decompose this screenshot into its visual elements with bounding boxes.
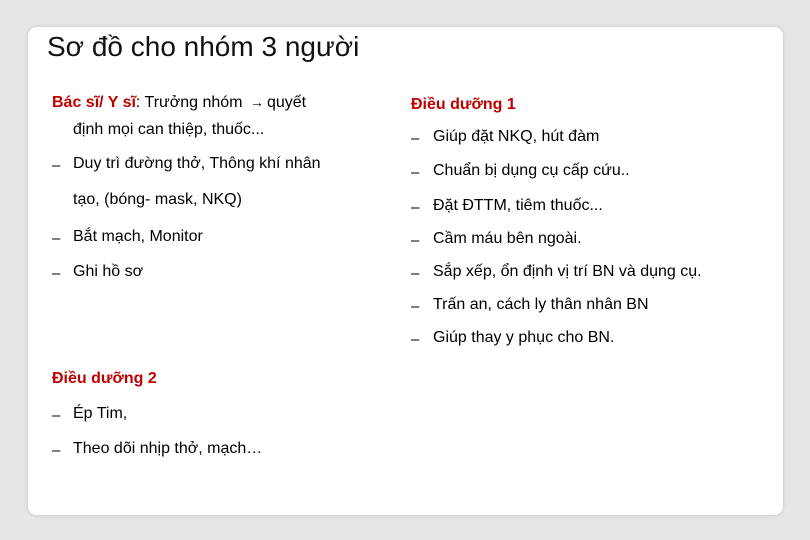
nurse1-item: Trấn an, cách ly thân nhân BN: [433, 296, 649, 313]
bullet-dash: –: [411, 298, 420, 315]
bullet-dash: –: [411, 130, 420, 147]
nurse1-item: Sắp xếp, ổn định vị trí BN và dụng cụ.: [433, 263, 702, 280]
bullet-dash: –: [411, 199, 420, 216]
doctor-item: Ghi hồ sơ: [73, 263, 144, 280]
bullet-dash: –: [411, 265, 420, 282]
nurse1-item: Chuẩn bị dụng cụ cấp cứu..: [433, 162, 630, 179]
bullet-dash: –: [52, 265, 61, 282]
nurse1-item: Đặt ĐTTM, tiêm thuốc...: [433, 197, 603, 214]
doctor-item: Duy trì đường thở, Thông khí nhân: [73, 155, 321, 172]
bullet-dash: –: [52, 442, 61, 459]
doctor-intro-continued: định mọi can thiệp, thuốc...: [73, 121, 265, 138]
nurse1-heading: Điều dưỡng 1: [411, 96, 516, 113]
bullet-dash: –: [411, 232, 420, 249]
doctor-item: Bắt mạch, Monitor: [73, 228, 203, 245]
doctor-role-cont: quyết: [266, 94, 307, 111]
bullet-dash: –: [411, 331, 420, 348]
bullet-dash: –: [411, 164, 420, 181]
nurse2-item: Ép Tim,: [73, 405, 128, 422]
doctor-item: tạo, (bóng- mask, NKQ): [73, 191, 242, 208]
nurse1-item: Giúp thay y phục cho BN.: [433, 329, 615, 346]
doctor-intro: [52, 94, 306, 112]
nurse2-heading: Điều dưỡng 2: [52, 370, 157, 387]
doctor-heading: Bác sĩ/ Y sĩ: [52, 94, 136, 111]
bullet-dash: –: [52, 230, 61, 247]
arrow-icon: →: [249, 94, 264, 110]
bullet-dash: –: [52, 407, 61, 424]
bullet-dash: –: [52, 157, 61, 174]
slide-title: Sơ đồ cho nhóm 3 người: [47, 31, 360, 62]
nurse1-item: Cầm máu bên ngoài.: [433, 230, 582, 247]
doctor-role: : Trưởng nhóm: [135, 94, 243, 111]
nurse1-item: Giúp đặt NKQ, hút đàm: [433, 128, 600, 145]
nurse2-item: Theo dõi nhịp thở, mạch…: [73, 440, 263, 457]
